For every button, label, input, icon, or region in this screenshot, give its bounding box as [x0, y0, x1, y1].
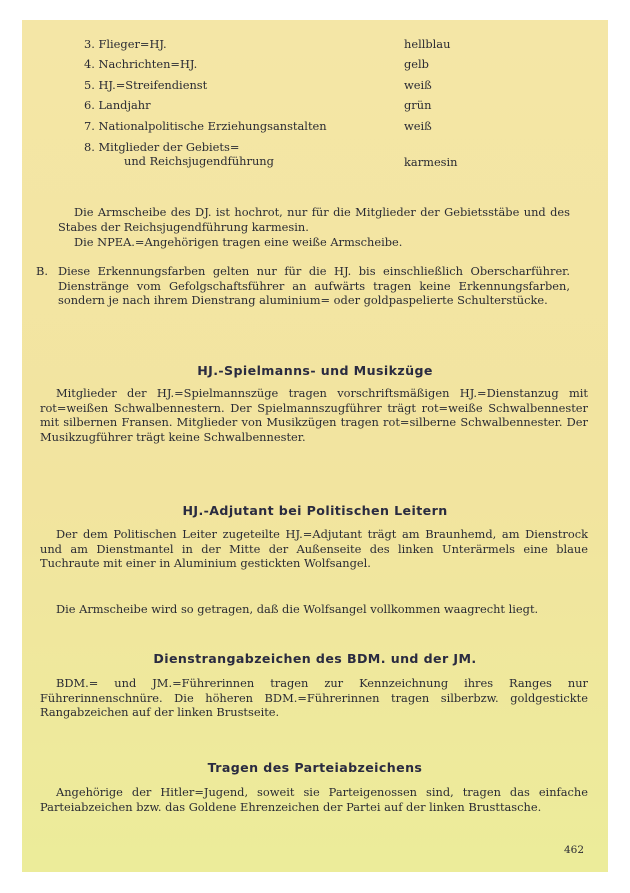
color-table	[84, 34, 544, 176]
unit-color: gelb	[404, 57, 429, 72]
adjutant-paragraph: Der dem Politischen Leiter zugeteilte HJ.=Adjutant trägt am Braunhemd, am Dienstrock und am Dienstmantel in der Mitte der Außenseite des linken Unterärmels eine blaue Tuchraute mit einer in Aluminium gestickten Wolfsangel.	[40, 527, 588, 571]
heading-bdm-rank: Dienstrangabzeichen des BDM. und der JM.	[153, 651, 477, 666]
section-b-marker: B.	[36, 264, 48, 278]
table-row	[84, 75, 544, 96]
table-row	[84, 96, 544, 117]
unit-label-line1: 8. Mitglieder der Gebiets=	[84, 139, 240, 154]
unit-label: 7. Nationalpolitische Erziehungsanstalten	[84, 118, 327, 133]
spielmannszuege-paragraph: Mitglieder der HJ.=Spielmannszüge tragen vorschriftsmäßigen HJ.=Dienstanzug mit rot=weißen Schwalbennestern. Der Spielmannszugführer trägt rot=weiße Schwalbennester mit silbernen Fransen. Mitglieder von Musikzügen tragen rot=silberne Schwalbennester. Der Musikzugführer trägt keine Schwalbennester.	[40, 386, 588, 444]
unit-label: 4. Nachrichten=HJ.	[84, 57, 198, 72]
unit-color: grün	[404, 98, 432, 113]
unit-label	[84, 140, 404, 169]
unit-color: karmesin	[404, 154, 458, 169]
heading-parteiabzeichen: Tragen des Parteiabzeichens	[207, 760, 423, 775]
page-number: 462	[563, 844, 584, 857]
section-b-paragraph: Diese Erkennungsfarben gelten nur für die HJ. bis einschließlich Oberscharführer. Dienstränge vom Gefolgschaftsführer an aufwärts tragen keine Erkennungsfarben, sondern je nach ihrem Dienstrang aluminium= oder goldpaspelierte Schulterstücke.	[58, 264, 570, 308]
parteiabzeichen-paragraph: Angehörige der Hitler=Jugend, soweit sie Parteigenossen sind, tragen das einfache Parteiabzeichen bzw. das Goldene Ehrenzeichen der Partei auf der linken Brusttasche.	[40, 785, 588, 814]
unit-label-line2: und Reichsjugendführung	[124, 154, 274, 169]
unit-label: 3. Flieger=HJ.	[84, 36, 167, 51]
armband-paragraph: Die Armscheibe des DJ. ist hochrot, nur für die Mitglieder der Gebietsstäbe und des Stabes der Reichsjugendführung karmesin.	[58, 205, 570, 234]
unit-label: 6. Landjahr	[84, 98, 151, 113]
unit-color: weiß	[404, 118, 432, 133]
bdm-paragraph: BDM.= und JM.=Führerinnen tragen zur Kennzeichnung ihres Ranges nur Führerinnenschnüre. Die höheren BDM.=Führerinnen tragen silberbzw. goldgestickte Rangabzeichen auf der linken Brustseite.	[40, 676, 588, 720]
armscheibe-paragraph: Die Armscheibe wird so getragen, daß die Wolfsangel vollkommen waagrecht liegt.	[56, 602, 539, 616]
npea-paragraph: Die NPEA.=Angehörigen tragen eine weiße Armscheibe.	[74, 235, 403, 249]
table-row	[84, 116, 544, 137]
heading-adjutant: HJ.-Adjutant bei Politischen Leitern	[182, 503, 448, 518]
unit-color: hellblau	[404, 36, 451, 51]
unit-label: 5. HJ.=Streifendienst	[84, 77, 208, 92]
heading-spielmannszuege: HJ.-Spielmanns- und Musikzüge	[197, 363, 433, 378]
unit-color: weiß	[404, 77, 432, 92]
table-row	[84, 137, 544, 176]
table-row	[84, 34, 544, 55]
table-row	[84, 55, 544, 76]
book-page	[22, 20, 608, 872]
